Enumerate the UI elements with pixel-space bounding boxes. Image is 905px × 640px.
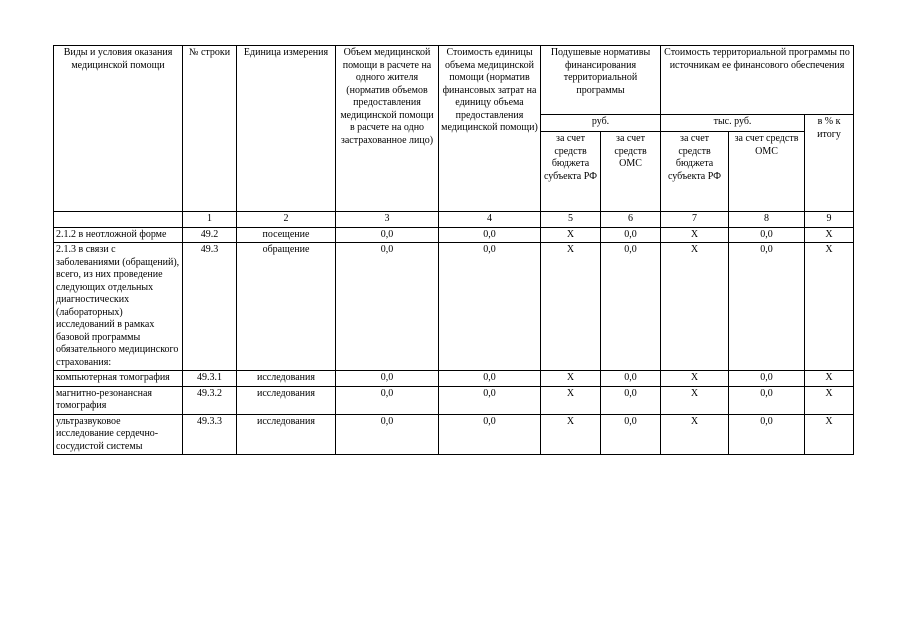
oms-rub-cell: 0,0: [601, 227, 661, 243]
column-numbers-row: [54, 212, 854, 228]
budget-rub-cell: Х: [541, 386, 601, 414]
medical-care-table: [53, 45, 854, 455]
unit-cell: посещение: [237, 227, 336, 243]
budget-rub-cell: Х: [541, 243, 601, 371]
column-number: 4: [439, 212, 541, 228]
budget-thousand-cell: Х: [661, 243, 729, 371]
cost-cell: 0,0: [439, 414, 541, 455]
header-unit-rub: руб.: [541, 115, 661, 132]
column-number: 7: [661, 212, 729, 228]
budget-thousand-cell: Х: [661, 386, 729, 414]
care-type-cell: 2.1.2 в неотложной форме: [54, 227, 183, 243]
care-type-cell: 2.1.3 в связи с заболеваниями (обращений), всего, из них проведение следующих отдельных диагностических (лабораторных) исследований в рамках базовой программы обязательного медицинского страхования:: [54, 243, 183, 371]
column-number: 8: [729, 212, 805, 228]
header-program-cost: Стоимость территориальной программы по источникам ее финансового обеспечения: [661, 46, 854, 115]
header-unit: Единица измерения: [237, 46, 336, 212]
oms-thousand-cell: 0,0: [729, 414, 805, 455]
percent-cell: Х: [805, 414, 854, 455]
care-type-cell: магнитно-резонансная томография: [54, 386, 183, 414]
row-number-cell: 49.3.1: [183, 371, 237, 387]
oms-rub-cell: 0,0: [601, 243, 661, 371]
oms-rub-cell: 0,0: [601, 414, 661, 455]
budget-rub-cell: Х: [541, 414, 601, 455]
cost-cell: 0,0: [439, 243, 541, 371]
percent-cell: Х: [805, 243, 854, 371]
unit-cell: исследования: [237, 386, 336, 414]
header-oms-rub: за счет средств ОМС: [601, 132, 661, 212]
table-row: [54, 386, 854, 414]
percent-cell: Х: [805, 371, 854, 387]
column-number: [54, 212, 183, 228]
oms-thousand-cell: 0,0: [729, 386, 805, 414]
row-number-cell: 49.3: [183, 243, 237, 371]
oms-thousand-cell: 0,0: [729, 243, 805, 371]
row-number-cell: 49.3.2: [183, 386, 237, 414]
oms-thousand-cell: 0,0: [729, 371, 805, 387]
cost-cell: 0,0: [439, 227, 541, 243]
oms-thousand-cell: 0,0: [729, 227, 805, 243]
table-row: [54, 414, 854, 455]
care-type-cell: компьютерная томография: [54, 371, 183, 387]
oms-rub-cell: 0,0: [601, 371, 661, 387]
percent-cell: Х: [805, 386, 854, 414]
column-number: 2: [237, 212, 336, 228]
header-per-capita: Подушевые нормативы финансирования территориальной программы: [541, 46, 661, 115]
budget-rub-cell: Х: [541, 227, 601, 243]
column-number: 3: [336, 212, 439, 228]
cost-cell: 0,0: [439, 386, 541, 414]
volume-cell: 0,0: [336, 227, 439, 243]
volume-cell: 0,0: [336, 386, 439, 414]
budget-thousand-cell: Х: [661, 227, 729, 243]
cost-cell: 0,0: [439, 371, 541, 387]
table-row: [54, 227, 854, 243]
budget-thousand-cell: Х: [661, 414, 729, 455]
table-row: [54, 243, 854, 371]
header-row-number: № строки: [183, 46, 237, 212]
table-row: [54, 371, 854, 387]
volume-cell: 0,0: [336, 371, 439, 387]
unit-cell: исследования: [237, 371, 336, 387]
header-budget-thousand: за счет средств бюджета субъекта РФ: [661, 132, 729, 212]
oms-rub-cell: 0,0: [601, 386, 661, 414]
header-budget-rub: за счет средств бюджета субъекта РФ: [541, 132, 601, 212]
column-number: 5: [541, 212, 601, 228]
header-unit-cost: Стоимость единицы объема медицинской помощи (норматив финансовых затрат на единицу объема предоставления медицинской помощи): [439, 46, 541, 212]
budget-thousand-cell: Х: [661, 371, 729, 387]
header-unit-thousand-rub: тыс. руб.: [661, 115, 805, 132]
unit-cell: исследования: [237, 414, 336, 455]
column-number: 9: [805, 212, 854, 228]
volume-cell: 0,0: [336, 243, 439, 371]
column-number: 6: [601, 212, 661, 228]
volume-cell: 0,0: [336, 414, 439, 455]
row-number-cell: 49.2: [183, 227, 237, 243]
header-oms-thousand: за счет средств ОМС: [729, 132, 805, 212]
care-type-cell: ультразвуковое исследование сердечно-сосудистой системы: [54, 414, 183, 455]
row-number-cell: 49.3.3: [183, 414, 237, 455]
budget-rub-cell: Х: [541, 371, 601, 387]
column-number: 1: [183, 212, 237, 228]
header-types-of-care: Виды и условия оказания медицинской помощи: [54, 46, 183, 212]
unit-cell: обращение: [237, 243, 336, 371]
header-volume: Объем медицинской помощи в расчете на одного жителя (норматив объемов предоставления медицинской помощи в расчете на одно застрахованное лицо): [336, 46, 439, 212]
percent-cell: Х: [805, 227, 854, 243]
header-percent-of-total: в % к итогу: [805, 115, 854, 212]
